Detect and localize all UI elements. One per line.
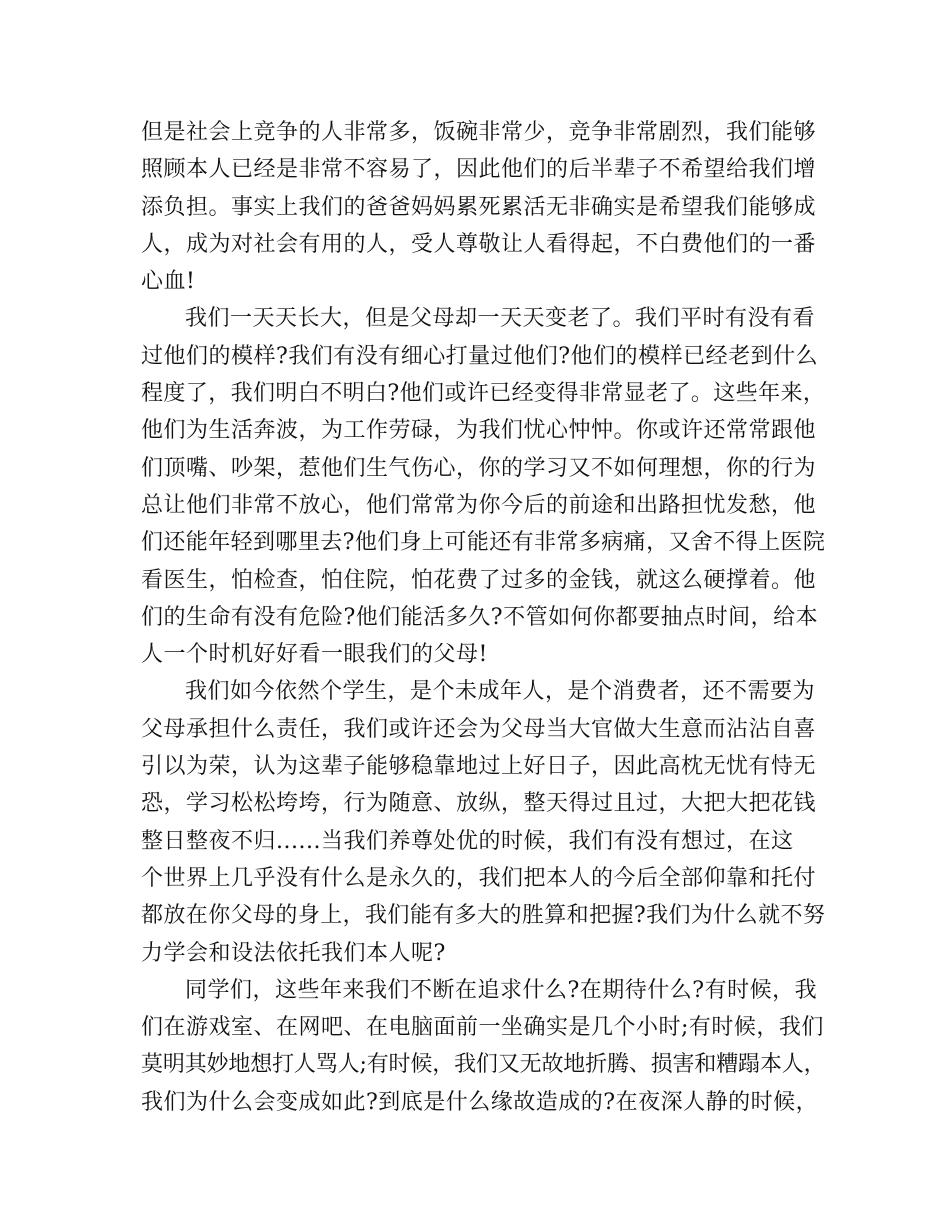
text-line: 力学会和设法依托我们本人呢?	[141, 940, 446, 966]
text-line: 引以为荣，认为这辈子能够稳靠地过上好日子，因此高枕无忧有恃无	[141, 754, 817, 780]
text-line: 我们一天天长大，但是父母却一天天变老了。我们平时有没有看	[185, 306, 816, 332]
text-line: 我们如今依然个学生，是个未成年人，是个消费者，还不需要为	[185, 679, 816, 705]
text-line: 同学们，这些年来我们不断在追求什么?在期待什么?有时候，我	[185, 977, 818, 1003]
text-line: 都放在你父母的身上，我们能有多大的胜算和把握?我们为什么就不努	[141, 903, 826, 929]
text-line: 们的生命有没有危险?他们能活多久?不管如何你都要抽点时间，给本	[141, 604, 819, 630]
text-line: 人一个时机好好看一眼我们的父母!	[141, 642, 488, 668]
text-line: 程度了，我们明白不明白?他们或许已经变得非常显老了。这些年来，	[141, 381, 826, 407]
text-line: 个世界上几乎没有什么是永久的，我们把本人的今后全部仰靠和托付	[141, 865, 817, 891]
text-line: 过他们的模样?我们有没有细心打量过他们?他们的模样已经老到什么	[141, 343, 819, 369]
text-line: 总让他们非常不放心，他们常常为你今后的前途和出路担忧发愁，他	[141, 492, 817, 518]
text-line: 心血!	[141, 269, 196, 295]
text-line: 们在游戏室、在网吧、在电脑面前一坐确实是几个小时;有时候，我们	[141, 1015, 824, 1041]
text-line: 但是社会上竞争的人非常多，饭碗非常少，竞争非常剧烈，我们能够	[141, 120, 817, 145]
text-line: 看医生，怕检查，怕住院，怕花费了过多的金钱，就这么硬撑着。他	[141, 567, 817, 593]
text-line: 父母承担什么责任，我们或许还会为父母当大官做大生意而沾沾自喜	[141, 716, 817, 742]
text-line: 整日整夜不归......当我们养尊处优的时候，我们有没有想过，在这	[141, 828, 794, 854]
text-line: 添负担。事实上我们的爸爸妈妈累死累活无非确实是希望我们能够成	[141, 194, 817, 220]
text-line: 恐，学习松松垮垮，行为随意、放纵，整天得过且过，大把大把花钱	[141, 791, 817, 817]
text-line: 莫明其妙地想打人骂人;有时候，我们又无故地折腾、损害和糟蹋本人，	[141, 1052, 826, 1078]
text-line: 人，成为对社会有用的人，受人尊敬让人看得起，不白费他们的一番	[141, 231, 817, 257]
text-line: 照顾本人已经是非常不容易了，因此他们的后半辈子不希望给我们增	[141, 157, 817, 183]
text-line: 他们为生活奔波，为工作劳碌，为我们忧心忡忡。你或许还常常跟他	[141, 418, 817, 444]
text-line: 我们为什么会变成如此?到底是什么缘故造成的?在夜深人静的时候，	[141, 1089, 819, 1115]
text-line: 们还能年轻到哪里去?他们身上可能还有非常多病痛，又舍不得上医院	[141, 530, 826, 556]
text-line: 们顶嘴、吵架，惹他们生气伤心，你的学习又不如何理想，你的行为	[141, 455, 817, 481]
document-body	[141, 114, 825, 1121]
